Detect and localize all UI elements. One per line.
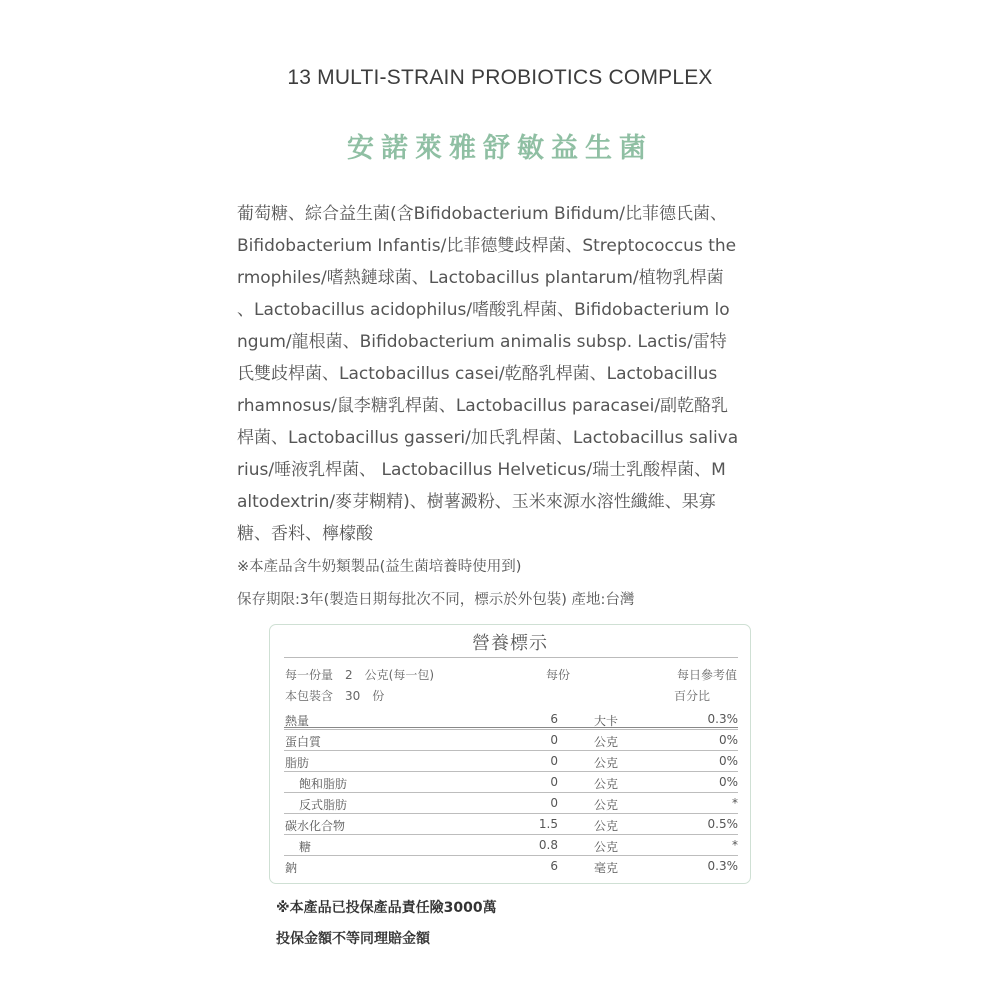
insurance-disclaimer: 投保金額不等同理賠金額	[276, 931, 430, 947]
nutrient-daily-value: *	[732, 796, 738, 810]
ingredients-line: 桿菌、Lactobacillus gasseri/加氏乳桿菌、Lactobacillus saliva	[237, 428, 739, 448]
ingredients-line: 氏雙歧桿菌、Lactobacillus casei/乾酪乳桿菌、Lactobacillus	[237, 364, 718, 384]
nutrition-title-divider	[284, 657, 738, 658]
milk-allergen-note: ※本產品含牛奶類製品(益生菌培養時使用到)	[237, 559, 522, 575]
ingredients-line: 、Lactobacillus acidophilus/嗜酸乳桿菌、Bifidobacterium lo	[237, 300, 730, 320]
nutrient-name: 脂肪	[285, 756, 310, 770]
ingredients-line: Bifidobacterium Infantis/比菲德雙歧桿菌、Streptococcus the	[237, 236, 737, 256]
nutrient-daily-value: 0%	[718, 733, 738, 747]
nutrient-unit: 公克	[594, 798, 619, 812]
english-title: 13 MULTI-STRAIN PROBIOTICS COMPLEX	[287, 66, 713, 89]
nutrient-value: 1.5	[538, 817, 558, 831]
nutrition-facts-table	[269, 624, 751, 884]
nutrient-unit: 公克	[594, 735, 619, 749]
nutrient-unit: 公克	[594, 840, 619, 854]
nutrient-daily-value: 0.3%	[707, 712, 738, 726]
nutrient-value: 0	[550, 775, 558, 789]
nutrient-daily-value: 0%	[718, 775, 738, 789]
nutrient-value: 0.8	[538, 838, 558, 852]
nutrient-unit: 公克	[594, 819, 619, 833]
nutrient-name: 糖	[299, 840, 312, 854]
nutrient-unit: 公克	[594, 777, 619, 791]
shelf-life-note: 保存期限:3年(製造日期每批次不同，標示於外包裝) 產地:台灣	[237, 592, 635, 608]
ingredients-list	[237, 198, 782, 550]
nutrient-daily-value: 0%	[718, 754, 738, 768]
nutrient-daily-value: 0.5%	[707, 817, 738, 831]
nutrient-value: 0	[550, 754, 558, 768]
ingredients-line: 糖、香料、檸檬酸	[237, 524, 373, 544]
serving-size: 每一份量 2 公克(每一包)	[285, 668, 434, 682]
nutrient-unit: 大卡	[594, 714, 619, 728]
table-row	[284, 730, 738, 751]
table-row	[284, 772, 738, 793]
daily-value-header: 每日參考值	[676, 668, 737, 682]
nutrient-value: 6	[550, 859, 558, 873]
ingredients-line: rmophiles/嗜熱鏈球菌、Lactobacillus plantarum/植物乳桿菌	[237, 268, 724, 288]
ingredients-line: ngum/龍根菌、Bifidobacterium animalis subsp. Lactis/雷特	[237, 332, 727, 352]
table-row	[284, 793, 738, 814]
nutrient-value: 6	[550, 712, 558, 726]
table-row	[284, 814, 738, 835]
ingredients-line: rhamnosus/鼠李糖乳桿菌、Lactobacillus paracasei/副乾酪乳	[237, 396, 729, 416]
table-row	[284, 835, 738, 856]
nutrient-name: 反式脂肪	[299, 798, 348, 812]
table-row	[284, 709, 738, 730]
nutrient-value: 0	[550, 796, 558, 810]
chinese-title: 安諾萊雅舒敏益生菌	[347, 133, 653, 164]
nutrient-value: 0	[550, 733, 558, 747]
nutrient-unit: 公克	[594, 756, 619, 770]
nutrient-daily-value: *	[732, 838, 738, 852]
nutrient-name: 碳水化合物	[285, 819, 346, 833]
per-serving-header: 每份	[546, 668, 571, 682]
nutrition-title: 營養標示	[472, 633, 548, 654]
nutrient-name: 蛋白質	[285, 735, 322, 749]
table-row	[284, 856, 738, 877]
ingredients-line: altodextrin/麥芽糊精)、樹薯澱粉、玉米來源水溶性纖維、果寡	[237, 492, 716, 512]
nutrient-name: 熱量	[285, 714, 310, 728]
insurance-statement: ※本產品已投保產品責任險3000萬	[276, 900, 497, 916]
ingredients-line: rius/唾液乳桿菌、 Lactobacillus Helveticus/瑞士乳酸桿菌、M	[237, 460, 726, 480]
nutrient-unit: 毫克	[594, 861, 619, 875]
table-row	[284, 751, 738, 772]
nutrient-daily-value: 0.3%	[707, 859, 738, 873]
servings-per-pack: 本包裝含 30 份	[285, 689, 385, 703]
nutrient-name: 飽和脂肪	[299, 777, 348, 791]
daily-value-unit: 百分比	[674, 689, 711, 703]
ingredients-line: 葡萄糖、綜合益生菌(含Bifidobacterium Bifidum/比菲德氏菌、	[237, 204, 727, 224]
nutrient-name: 鈉	[285, 861, 298, 875]
